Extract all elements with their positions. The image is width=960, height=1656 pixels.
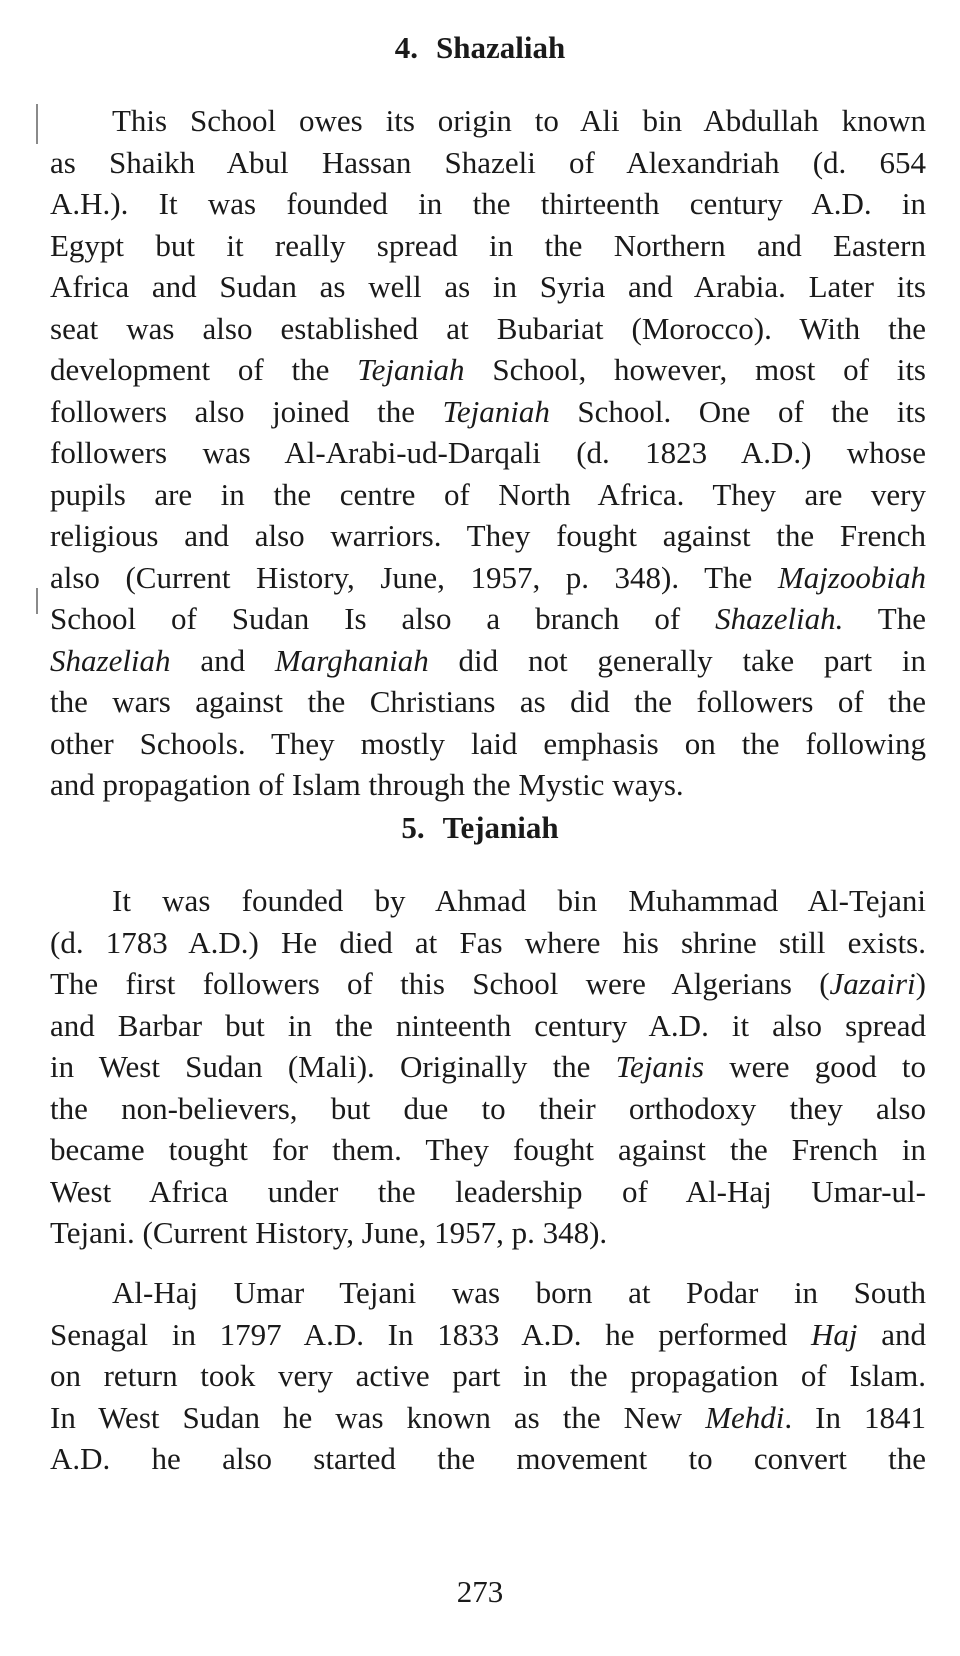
page-number: 273 [456, 1574, 504, 1609]
paragraph-tejaniah [50, 880, 926, 1254]
text-run: Egypt but it really spread in the Northern and Eastern [50, 227, 926, 263]
paragraph-al-haj-umar [50, 1272, 926, 1480]
text-line [50, 432, 926, 474]
text-run: followers also joined the [50, 393, 443, 429]
text-line [50, 100, 926, 142]
text-run: and [857, 1316, 926, 1352]
text-line [50, 1212, 926, 1254]
text-run: the wars against the Christians as did the followers of the [50, 684, 926, 719]
text-run: School, however, most of its [464, 352, 926, 387]
text-run: Tejani. (Current History, June, 1957, p. 348). [50, 1215, 608, 1250]
text-line [50, 922, 926, 964]
text-run: were good to [704, 1049, 926, 1084]
text-line [50, 1171, 926, 1213]
text-line [50, 640, 926, 682]
text-run: Al-Haj Umar Tejani was born at Podar in South [112, 1275, 926, 1310]
text-line [50, 1272, 926, 1314]
text-line [50, 349, 926, 391]
text-run: ) [915, 966, 926, 1001]
text-run: pupils are in the centre of North Africa. They are very [50, 476, 926, 512]
italic-term: Jazairi [829, 966, 916, 1001]
text-line [50, 764, 926, 806]
paragraph-shazaliah [50, 100, 926, 806]
text-run: religious and also warriors. They fought against the French [50, 518, 926, 553]
text-line [50, 1314, 926, 1356]
text-run: and propagation of Islam through the Mystic ways. [50, 767, 684, 802]
text-run: The first followers of this School were Algerians ( [50, 966, 830, 1001]
text-run: as Shaikh Abul Hassan Shazeli of Alexandriah (d. 654 [50, 144, 926, 180]
text-run: A.H.). It was founded in the thirteenth century A.D. in [50, 186, 926, 221]
section-title: Shazaliah [436, 30, 566, 65]
text-run: School. One of the its [549, 393, 926, 429]
text-line [50, 266, 926, 308]
text-run: followers was Al-Arabi-ud-Darqali (d. 1823 A.D.) whose [50, 435, 926, 470]
italic-term: Tejaniah [442, 393, 550, 429]
text-line [50, 1397, 926, 1439]
text-line [50, 183, 926, 225]
text-line [50, 557, 926, 599]
italic-term: Tejaniah [357, 352, 465, 387]
text-line [50, 1005, 926, 1047]
text-line [50, 1088, 926, 1130]
text-run: development of the [50, 352, 358, 387]
text-line [50, 1355, 926, 1397]
text-line [50, 225, 926, 267]
italic-term: Majzoobiah [777, 559, 926, 595]
text-run: It was founded by Ahmad bin Muhammad Al-Tejani [112, 883, 926, 918]
text-run: seat was also established at Bubariat (Morocco). With the [50, 310, 926, 346]
text-run: also (Current History, June, 1957, p. 348). The [50, 559, 778, 595]
scan-margin-mark [36, 104, 38, 144]
text-run: Africa and Sudan as well as in Syria and Arabia. Later its [50, 269, 926, 304]
text-run: This School owes its origin to Ali bin Abdullah known [112, 103, 926, 138]
text-line [50, 142, 926, 184]
text-run: A.D. he also started the movement to convert the [50, 1441, 926, 1476]
text-run: became tought for them. They fought against the French in [50, 1132, 926, 1167]
text-run: West Africa under the leadership of Al-Haj Umar-ul- [50, 1173, 926, 1209]
text-line [50, 1438, 926, 1480]
text-line [50, 723, 926, 765]
text-run: on return took very active part in the propagation of Islam. [50, 1358, 926, 1393]
section-title: Tejaniah [442, 810, 559, 845]
section-heading-tejaniah [0, 808, 960, 848]
text-run: (d. 1783 A.D.) He died at Fas where his shrine still exists. [50, 924, 926, 960]
text-line [50, 308, 926, 350]
italic-term: Haj [811, 1316, 858, 1352]
section-number: 4. [394, 30, 419, 65]
italic-term: Shazeliah. [715, 601, 844, 636]
text-line [50, 598, 926, 640]
section-number: 5. [401, 810, 425, 845]
text-run: and [170, 642, 275, 678]
text-line [50, 474, 926, 516]
text-line [50, 391, 926, 433]
text-run: School of Sudan Is also a branch of [50, 601, 716, 636]
italic-term: Mehdi [705, 1399, 785, 1435]
text-line [50, 681, 926, 723]
text-run: and Barbar but in the ninteenth century A.D. it also spread [50, 1007, 926, 1043]
text-run: the non-believers, but due to their orthodoxy they also [50, 1090, 926, 1126]
text-run: in West Sudan (Mali). Originally the [50, 1049, 616, 1084]
italic-term: Marghaniah [274, 642, 429, 678]
text-line [50, 880, 926, 922]
text-run: did not generally take part in [428, 642, 926, 678]
text-line [50, 515, 926, 557]
text-line [50, 1129, 926, 1171]
text-run: In West Sudan he was known as the New [50, 1399, 706, 1435]
section-heading-shazaliah [0, 28, 960, 68]
text-run: The [843, 601, 927, 636]
text-line [50, 963, 926, 1005]
italic-term: Shazeliah [50, 642, 171, 678]
scan-margin-mark [36, 588, 38, 614]
text-line [50, 1046, 926, 1088]
text-run: Senagal in 1797 A.D. In 1833 A.D. he performed [50, 1316, 812, 1352]
text-run: other Schools. They mostly laid emphasis on the following [50, 725, 926, 761]
italic-term: Tejanis [615, 1049, 705, 1084]
text-run: . In 1841 [784, 1399, 927, 1435]
